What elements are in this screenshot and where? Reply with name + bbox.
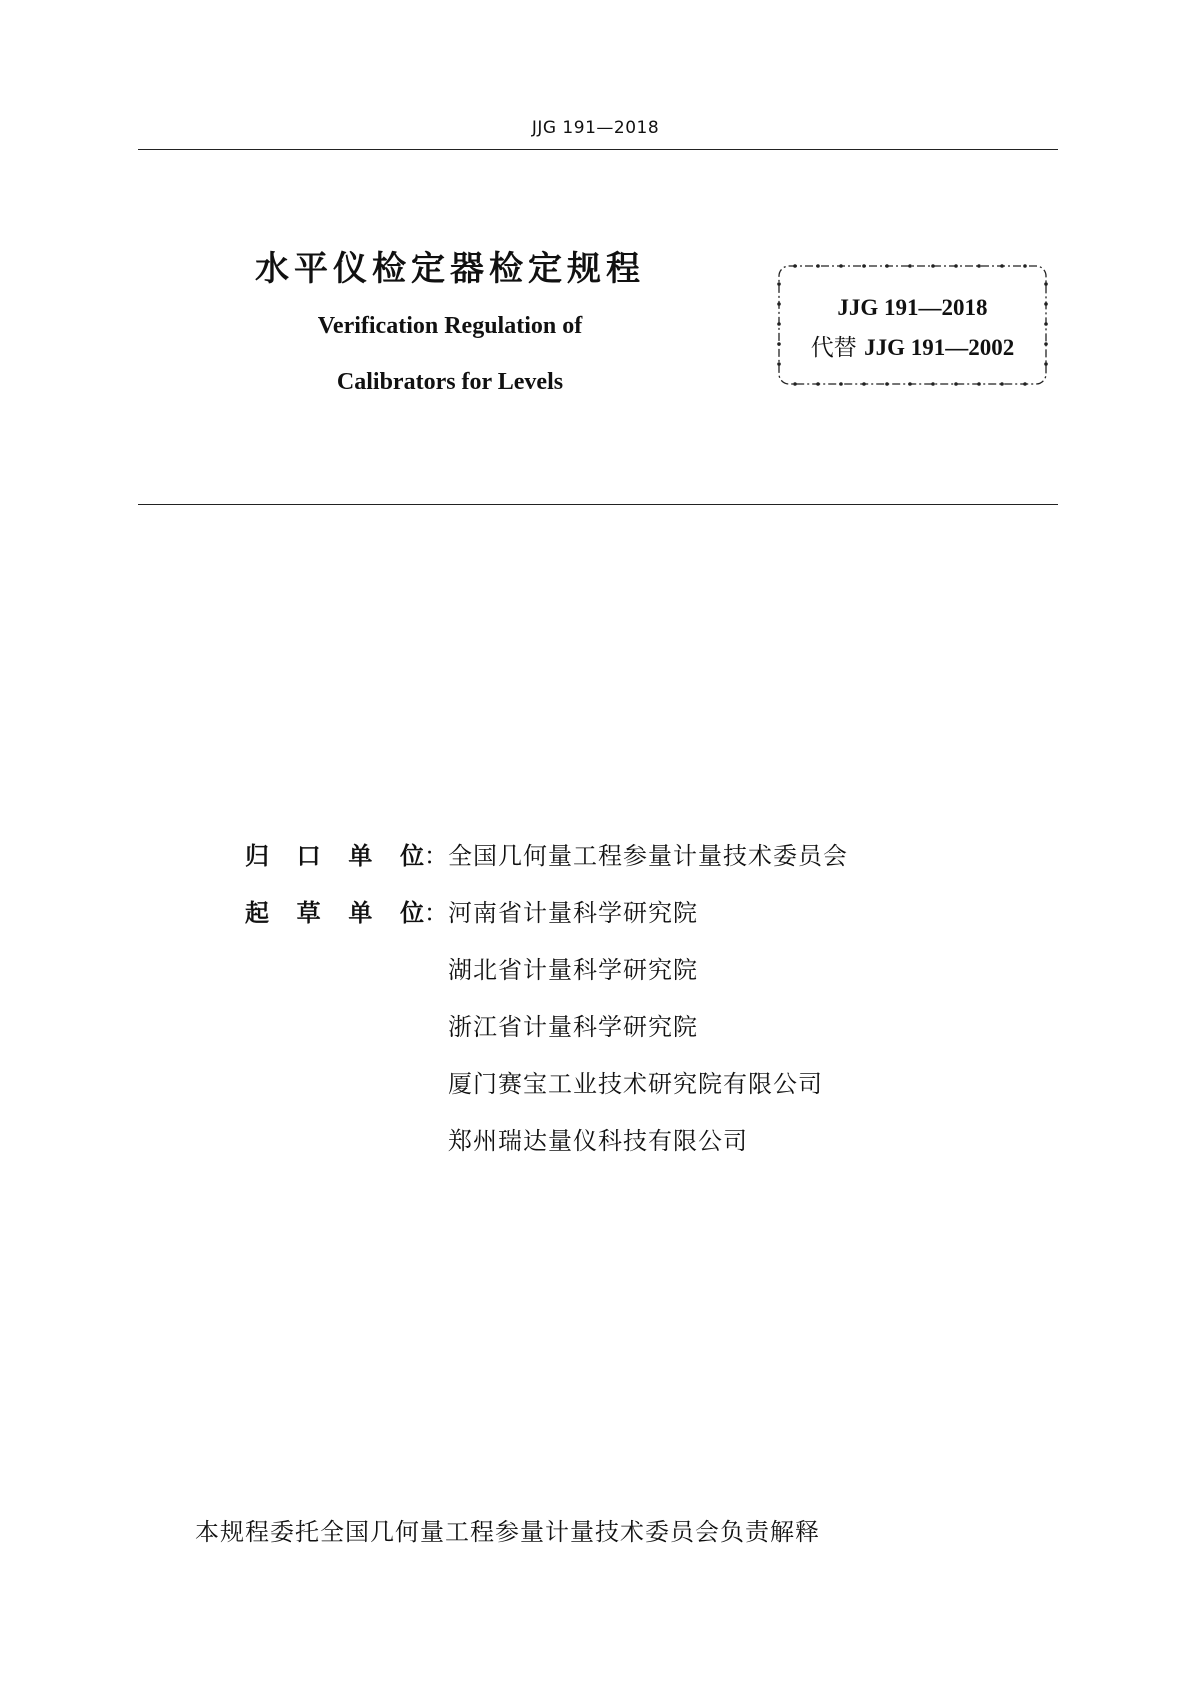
drafting-unit-row	[245, 885, 1045, 942]
responsible-unit-label: 归 口 单 位：	[245, 842, 448, 870]
standard-code-box	[775, 262, 1050, 388]
responsible-unit-value: 全国几何量工程参量计量技术委员会	[448, 842, 848, 870]
replaces-prefix: 代替	[810, 335, 857, 361]
interpretation-note: 本规程委托全国几何量工程参量计量技术委员会负责解释	[195, 1518, 820, 1546]
standard-number-text: JJG 191—2018	[837, 295, 988, 320]
drafting-unit-item: 浙江省计量科学研究院	[448, 1013, 698, 1041]
top-divider	[138, 149, 1058, 150]
middle-divider	[138, 504, 1058, 505]
title-block	[200, 240, 700, 410]
organizations-block	[245, 828, 1045, 1170]
title-english-line1: Verification Regulation of	[317, 313, 583, 339]
standard-number	[775, 288, 1050, 328]
drafting-unit-row	[245, 999, 1045, 1056]
replaces-line	[775, 328, 1050, 368]
drafting-unit-item: 湖北省计量科学研究院	[448, 956, 698, 984]
responsible-unit-row	[245, 828, 1045, 885]
header-standard-code: JJG 191—2018	[531, 118, 660, 138]
drafting-unit-row	[245, 1056, 1045, 1113]
title-chinese: 水平仪检定器检定规程	[255, 249, 645, 289]
drafting-unit-row	[245, 1113, 1045, 1170]
drafting-unit-label: 起 草 单 位：	[245, 899, 448, 927]
title-english-line2: Calibrators for Levels	[336, 369, 564, 395]
drafting-unit-row	[245, 942, 1045, 999]
drafting-unit-item: 厦门赛宝工业技术研究院有限公司	[448, 1070, 823, 1098]
replaces-number: JJG 191—2002	[864, 335, 1015, 360]
drafting-unit-item: 河南省计量科学研究院	[448, 899, 698, 927]
drafting-unit-item: 郑州瑞达量仪科技有限公司	[448, 1127, 748, 1155]
